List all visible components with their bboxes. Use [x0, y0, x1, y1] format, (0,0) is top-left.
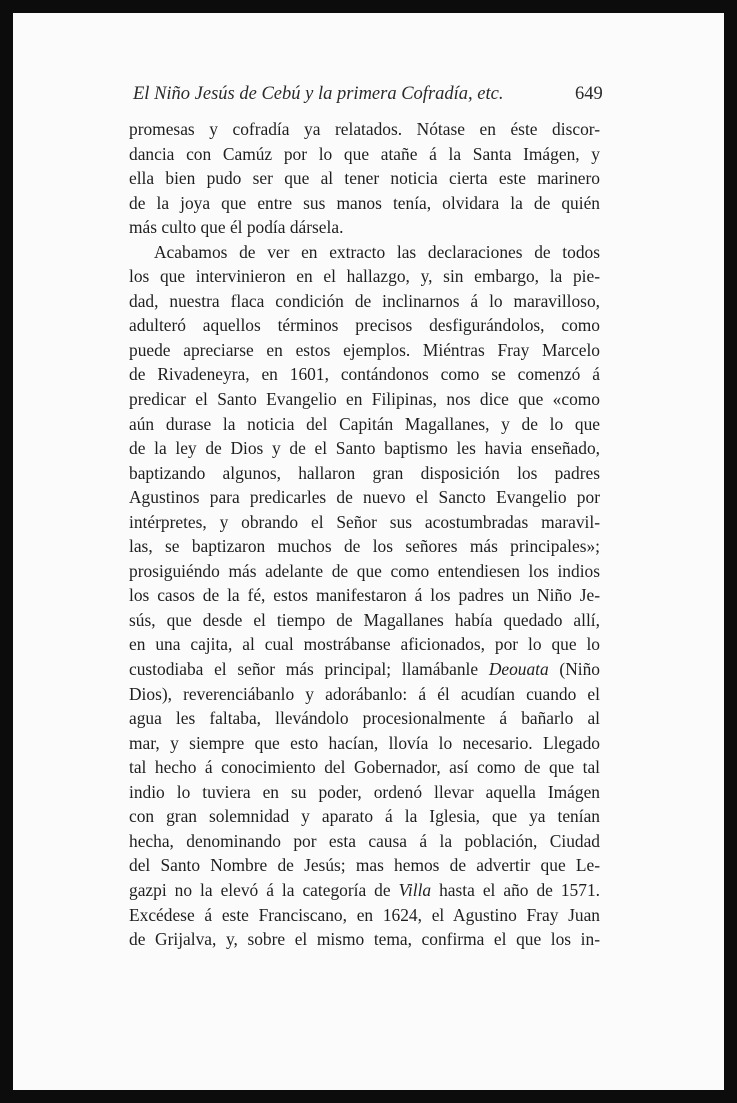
text-line: Dios), reverenciábanlo y adorábanlo: á él acudían cuando el	[129, 683, 600, 704]
text-line: de Grijalva, y, sobre el mismo tema, confirma el que los in-	[129, 929, 600, 950]
text-line: agua les faltaba, llevándolo procesionalmente á bañarlo al	[129, 708, 600, 729]
text-line	[129, 878, 600, 903]
text-line: sús, que desde el tiempo de Magallanes había quedado allí,	[129, 609, 600, 630]
text-run: gazpi no la elevó á la categoría de	[129, 879, 399, 900]
text-line: dancia con Camúz por lo que atañe á la Santa Imágen, y	[129, 143, 600, 164]
italic-term-villa: Villa	[398, 879, 432, 900]
text-run: (Niño	[548, 659, 601, 680]
text-line: de la joya que entre sus manos tenía, olvidara la de quién	[129, 192, 600, 213]
page-number: 649	[575, 84, 603, 104]
text-line: baptizando algunos, hallaron gran disposición los padres	[129, 462, 600, 483]
text-line: mar, y siempre que esto hacían, llovía lo necesario. Llegado	[129, 732, 600, 753]
book-page	[13, 13, 724, 1090]
text-line: promesas y cofradía ya relatados. Nótase en éste discor-	[129, 119, 600, 139]
text-line: adulteró aquellos términos precisos desfigurándolos, como	[129, 315, 600, 336]
text-line: indio lo tuviera en su poder, ordenó llevar aquella Imágen	[129, 781, 600, 802]
text-line: de Rivadeneyra, en 1601, contándonos como se comenzó á	[129, 364, 600, 385]
text-line: con gran solemnidad y aparato á la Iglesia, que ya tenían	[129, 806, 600, 827]
text-line: Excédese á este Franciscano, en 1624, el Agustino Fray Juan	[129, 904, 600, 925]
text-line: predicar el Santo Evangelio en Filipinas, nos dice que «como	[129, 389, 600, 410]
text-line: de la ley de Dios y de el Santo baptismo les havia enseñado,	[129, 438, 600, 459]
text-line: hecha, denominando por esta causa á la población, Ciudad	[129, 830, 600, 851]
text-line: los que intervinieron en el hallazgo, y, sin embargo, la pie-	[129, 266, 600, 287]
text-line: intérpretes, y obrando el Señor sus acostumbradas maravil-	[129, 511, 600, 532]
paragraph-end-line: más culto que él podía dársela.	[129, 217, 344, 238]
running-title: El Niño Jesús de Cebú y la primera Cofradía, etc.	[133, 84, 504, 104]
text-line: tal hecho á conocimiento del Gobernador, así como de que tal	[129, 757, 600, 778]
body-text	[129, 117, 600, 952]
running-header	[13, 78, 724, 108]
italic-term-deouata: Deouata	[488, 659, 549, 680]
text-line: los casos de la fé, estos manifestaron á los padres un Niño Je-	[129, 585, 600, 606]
text-line: ella bien pudo ser que al tener noticia cierta este marinero	[129, 168, 600, 189]
text-run: hasta el año de 1571.	[431, 879, 600, 900]
text-line: puede apreciarse en estos ejemplos. Miéntras Fray Marcelo	[129, 339, 600, 360]
text-line: las, se baptizaron muchos de los señores más principales»;	[129, 536, 600, 557]
text-run: custodiaba el señor más principal; llamábanle	[129, 659, 489, 680]
text-line: aún durase la noticia del Capitán Magallanes, y de lo que	[129, 413, 600, 434]
text-line: dad, nuestra flaca condición de inclinarnos á lo maravilloso,	[129, 290, 600, 311]
paragraph-start-line: Acabamos de ver en extracto las declaraciones de todos	[154, 241, 600, 262]
text-line: prosiguiéndo más adelante de que como entendiesen los indios	[129, 560, 600, 581]
text-line	[129, 657, 600, 682]
text-line: en una cajita, al cual mostrábanse aficionados, por lo que lo	[129, 634, 600, 655]
text-line: Agustinos para predicarles de nuevo el Sancto Evangelio por	[129, 487, 600, 508]
text-line: del Santo Nombre de Jesús; mas hemos de advertir que Le-	[129, 855, 600, 876]
